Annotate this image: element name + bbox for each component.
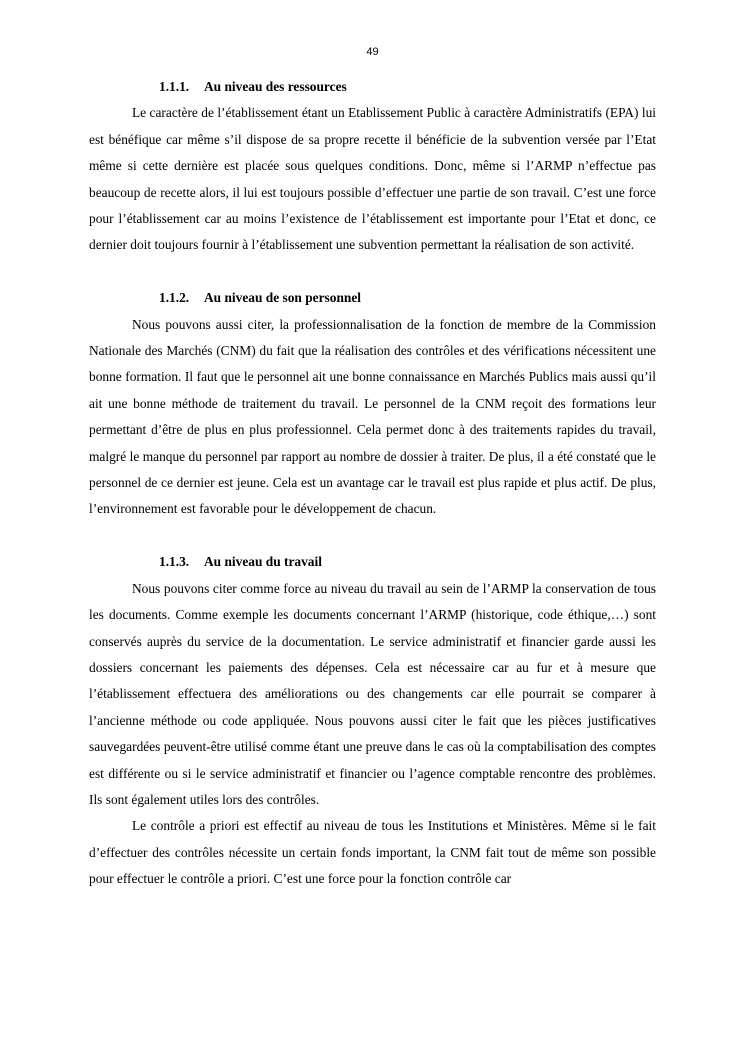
section-title: Au niveau des ressources <box>204 79 347 94</box>
paragraph-personnel: Nous pouvons aussi citer, la professionnalisation de la fonction de membre de la Commission Nationale des Marchés (CNM) du fait que la réalisation des contrôles et des vérifications nécessitent une bonne formation. Il faut que le personnel ait une bonne connaissance en Marchés Publics mais aussi qu’il ait une bonne méthode de traitement du travail. Le personnel de la CNM reçoit des formations leur permettant d’être de plus en plus professionnel. Cela permet donc à des traitements rapides du travail, malgré le manque du personnel par rapport au nombre de dossier à traiter. De plus, il a été constaté que le personnel de ce dernier est jeune. Cela est un avantage car le travail est plus rapide et plus actif. De plus, l’environnement est favorable pour le développement de chacun. <box>89 316 656 517</box>
page-number: 49 <box>366 46 379 58</box>
paragraph-work-1: Nous pouvons citer comme force au niveau du travail au sein de l’ARMP la conservation de tous les documents. Comme exemple les documents concernant l’ARMP (historique, code éthique,…) sont conservés auprès du service de la documentation. Le service administratif et financier garde aussi les dossiers concernant les paiements des dépenses. Cela est nécessaire car au fur et à mesure que l’établissement effectuera des améliorations ou des changements car elle pourrait se comparer à l’ancienne méthode ou code appliquée. Nous pouvons aussi citer le fait que les pièces justificatives sauvegardées peuvent-être utilisé comme étant une preuve dans le cas où la comptabilisation des comptes est différente ou si le service administratif et financier ou l’agence comptable rencontre des problèmes. Ils sont également utiles lors des contrôles. <box>89 580 656 807</box>
document-body <box>89 74 656 893</box>
section-number: 1.1.3. <box>159 554 190 570</box>
section-spacer <box>89 523 656 549</box>
paragraph-work-2: Le contrôle a priori est effectif au niveau de tous les Institutions et Ministères. Même si le fait d’effectuer des contrôles nécessite un certain fonds important, la CNM fait tout de même son possible pour effectuer le contrôle a priori. C’est une force pour la fonction contrôle car <box>89 818 656 887</box>
section-spacer <box>89 259 656 285</box>
section-title: Au niveau de son personnel <box>204 290 361 306</box>
paragraph-resources: Le caractère de l’établissement étant un Etablissement Public à caractère Administratifs (EPA) lui est bénéfique car même s’il dispose de sa propre recette il bénéficie de la subvention versée par l’Etat même si cette dernière est placée sous quelques conditions. Donc, même si l’ARMP n’effectue pas beaucoup de recette alors, il lui est toujours possible d’effectuer une partie de son travail. C’est une force pour l’établissement car au moins l’existence de l’établissement est importante pour l’Etat et donc, ce dernier doit toujours fournir à l’établissement une subvention permettant la réalisation de son activité. <box>89 105 656 253</box>
section-number: 1.1.2. <box>159 290 190 306</box>
section-heading-resources <box>89 74 656 100</box>
section-number: 1.1.1. <box>159 79 190 94</box>
section-heading-work <box>89 549 656 575</box>
section-heading-personnel <box>89 285 656 311</box>
section-title: Au niveau du travail <box>204 554 322 570</box>
